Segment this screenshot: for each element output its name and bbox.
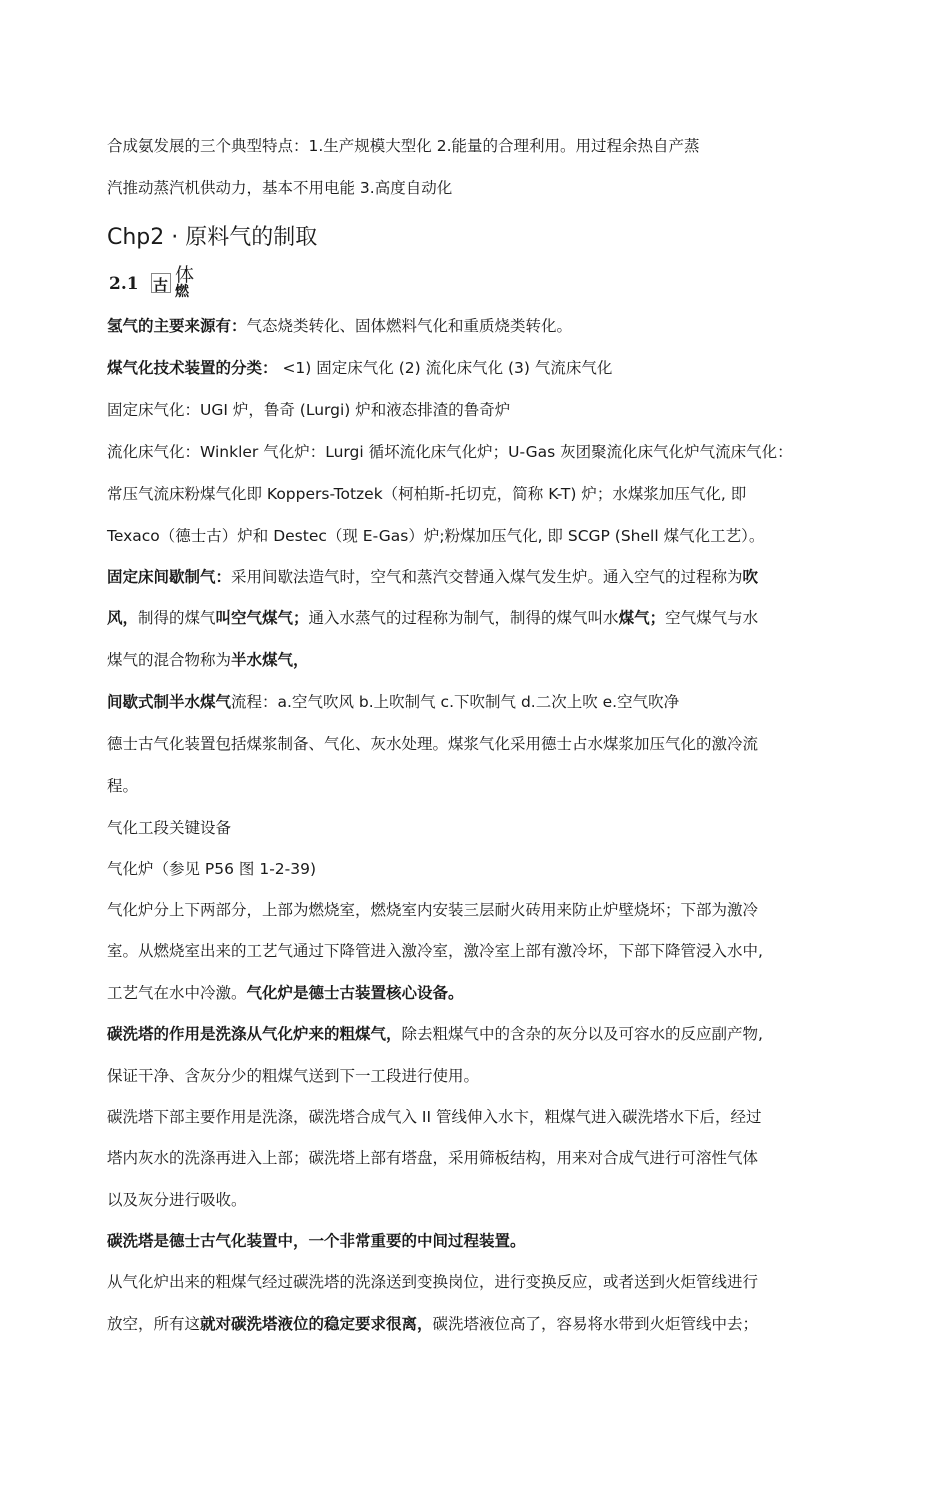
paragraph-line: 汽推动蒸汽机供动力，基本不用电能 3.高度自动化 bbox=[107, 179, 453, 197]
paragraph-line: 固定床气化：UGI 炉，鲁奇 (Lurgi) 炉和液态排渣的鲁奇炉 bbox=[107, 401, 511, 419]
paragraph-line: 塔内灰水的洗涤再进入上部；碳洗塔上部有塔盘，采用筛板结构，用来对合成气进行可溶性气体 bbox=[107, 1149, 759, 1167]
paragraph-line: 煤气化技术装置的分类： <1) 固定床气化 (2) 流化床气化 (3) 气流床气化 bbox=[107, 359, 613, 377]
paragraph-line: 风，制得的煤气叫空气煤气；通入水蒸气的过程称为制气，制得的煤气叫水煤气；空气煤气与水 bbox=[107, 609, 759, 627]
paragraph-line: 碳洗塔下部主要作用是洗涤，碳洗塔合成气入 II 管线伸入水卞，粗煤气进入碳洗塔水下后，经过 bbox=[107, 1108, 762, 1126]
paragraph-line: 放空，所有这就对碳洗塔液位的稳定要求很离，碳洗塔液位高了，容易将水带到火炬管线中去； bbox=[107, 1315, 759, 1333]
paragraph-line: 程。 bbox=[107, 777, 139, 795]
paragraph-line: 以及灰分进行吸收。 bbox=[107, 1191, 247, 1209]
paragraph-line: 从气化炉出来的粗煤气经过碳洗塔的洗涤送到变换岗位，进行变换反应，或者送到火炬管线进行 bbox=[107, 1273, 759, 1291]
paragraph-line: 间歇式制半水煤气流程：a.空气吹风 b.上吹制气 c.下吹制气 d.二次上吹 e.空气吹净 bbox=[107, 693, 680, 711]
paragraph-line: 流化床气化：Winkler 气化炉：Lurgi 循坏流化床气化炉；U-Gas 灰团聚流化床气化炉气流床气化： bbox=[107, 443, 793, 461]
paragraph-line: 德士古气化装置包括煤浆制备、气化、灰水处理。煤浆气化采用德士占水煤浆加压气化的激冷流 bbox=[107, 735, 759, 753]
paragraph-line: 合成氨发展的三个典型特点：1.生产规模大型化 2.能量的合理利用。用过程余热自产蒸 bbox=[107, 137, 700, 155]
paragraph-line: Texaco（德士古）炉和 Destec（现 E-Gas）炉;粉煤加压气化, 即 SCGP (Shell 煤气化工艺）。 bbox=[107, 527, 765, 545]
paragraph-line: 碳洗塔的作用是洗涤从气化炉来的粗煤气，除去粗煤气中的含杂的灰分以及可容水的反应副产物, bbox=[107, 1025, 763, 1043]
paragraph-line: 煤气的混合物称为半水煤气， bbox=[107, 651, 309, 669]
paragraph-line: 常压气流床粉煤气化即 Koppers-Totzek（柯柏斯-托切克，简称 K-T) 炉；水煤浆加压气化, 即 bbox=[107, 485, 747, 503]
paragraph-line: 室。从燃烧室出来的工艺气通过下降管进入激冷室，激冷室上部有激冷坏，下部下降管浸入水中, bbox=[107, 942, 763, 960]
paragraph-line: 固定床间歇制气：采用间歇法造气时，空气和蒸汽交替通入煤气发生炉。通入空气的过程称为吹 bbox=[107, 568, 759, 586]
section-number: 2.1 bbox=[109, 274, 139, 294]
paragraph-line: 工艺气在水中冷激。气化炉是德士古装置核心设备。 bbox=[107, 984, 464, 1002]
paragraph-line: 气化炉分上下两部分，上部为燃烧室，燃烧室内安装三层耐火砖用来防止炉壁烧坏；下部为激冷 bbox=[107, 901, 759, 919]
paragraph-line: 碳洗塔是德士古气化装置中，一个非常重要的中间过程装置。 bbox=[107, 1232, 526, 1250]
paragraph-line: 气化炉（参见 P56 图 1-2-39) bbox=[107, 860, 317, 878]
chapter-heading: Chp2 · 原料气的制取 bbox=[107, 225, 318, 250]
paragraph-line: 保证干净、含灰分少的粗煤气送到下一工段进行使用。 bbox=[107, 1067, 480, 1085]
paragraph-line: 氢气的主要来源有：气态烧类转化、固体燃料气化和重质烧类转化。 bbox=[107, 317, 573, 335]
paragraph-line: 气化工段关键设备 bbox=[107, 819, 232, 837]
